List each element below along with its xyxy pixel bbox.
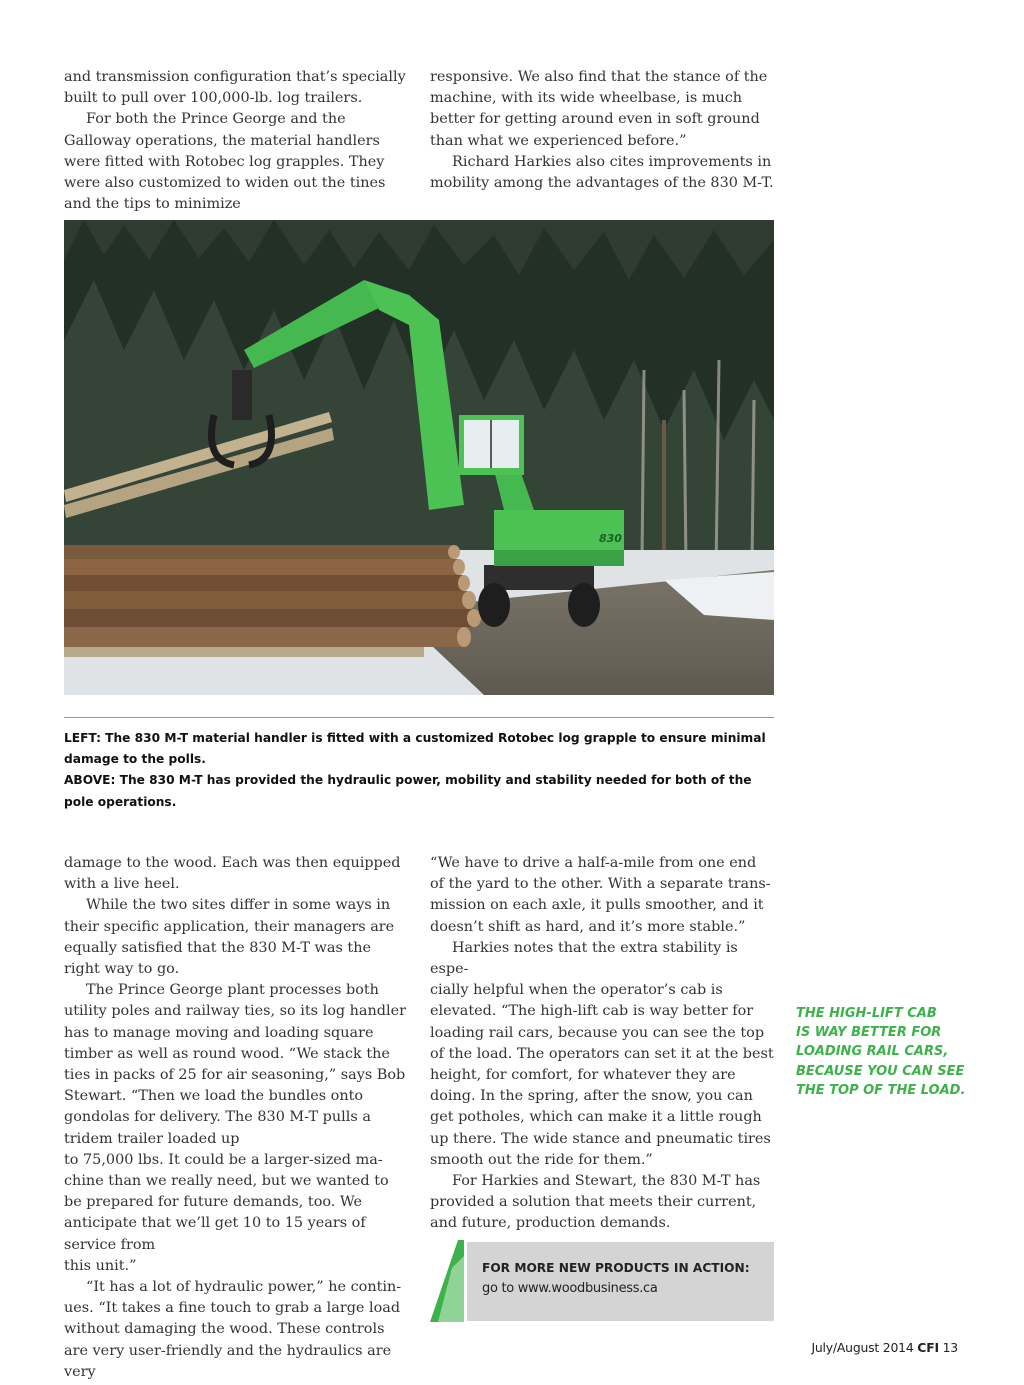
paragraph: “It has a lot of hydraulic power,” he contin- ues. “It takes a fine touch to grab a large load without damaging the wood. These controls are very user-friendly and the hydraulics are very: [64, 1279, 402, 1380]
promo-title: FOR MORE NEW PRODUCTS IN ACTION:: [482, 1261, 750, 1275]
material-handler-photo: [64, 220, 774, 695]
promo-link[interactable]: go to www.woodbusiness.ca: [482, 1281, 658, 1296]
article-column-top-left: [64, 67, 410, 215]
promo-box: [467, 1242, 774, 1321]
page-footer: [811, 1340, 958, 1355]
paragraph: Harkies notes that the extra stability is espe- cially helpful when the operator’s cab is elevated. “The high-lift cab is way better for loading rail cars, because you can see the top of the load. The operators can set it at the best height, for comfort, for whatever they are doing. In the spring, after the snow, you can get potholes, which can make it a little rough up there. The wide stance and pneumatic tires smooth out the ride for them.”: [430, 939, 774, 1168]
photo-caption: [64, 728, 774, 813]
pull-quote: THE HIGH-LIFT CAB IS WAY BETTER FOR LOADING RAIL CARS, BECAUSE YOU CAN SEE THE TOP OF THE LOAD.: [796, 1006, 966, 1098]
paragraph: “We have to drive a half-a-mile from one end of the yard to the other. With a separate trans- mission on each axle, it pulls smoother, and it doesn’t shift as hard, and it’s more stable.”: [430, 855, 771, 935]
paragraph: The Prince George plant processes both utility poles and railway ties, so its log handler has to manage moving and loading square timber as well as round wood. “We stack the ties in packs of 25 for air seasoning,” says Bob Stewart. “Then we load the bundles onto gondolas for delivery. The 830 M-T pulls a tridem trailer loaded up to 75,000 lbs. It could be a larger-sized ma- chine than we really need, but we wanted to be prepared for future demands, too. We anticipate that we’ll get 10 to 15 years of service from this unit.”: [64, 982, 406, 1274]
paragraph: and transmission configuration that’s specially built to pull over 100,000-lb. log trailers.: [64, 69, 406, 107]
paragraph: While the two sites differ in some ways in their specific application, their managers are equally satisfied that the 830 M-T was the right way to go.: [64, 897, 395, 978]
log-pile: [64, 545, 481, 657]
article-column-bottom-right: [430, 853, 776, 1235]
issue-date: July/August 2014: [811, 1340, 914, 1355]
arrow-icon: [430, 1240, 464, 1322]
article-column-top-right: [430, 67, 776, 194]
paragraph: responsive. We also find that the stance of the machine, with its wide wheelbase, is much better for getting around even in soft ground than what we experienced before.”: [430, 69, 768, 149]
paragraph: For both the Prince George and the Galloway operations, the material handlers were fitted with Rotobec log grapples. They were also customized to widen out the tines and the tips to minimize: [64, 111, 386, 213]
paragraph: damage to the wood. Each was then equipped with a live heel.: [64, 855, 401, 893]
article-column-bottom-left: [64, 853, 410, 1383]
paragraph: For Harkies and Stewart, the 830 M-T has provided a solution that meets their current, and future, production demands.: [430, 1173, 761, 1232]
magazine-name: CFI: [917, 1340, 939, 1355]
caption-left: LEFT: The 830 M-T material handler is fitted with a customized Rotobec log grapple to ensure minimal damage to the polls.: [64, 731, 766, 767]
caption-divider: [64, 717, 774, 718]
caption-above: ABOVE: The 830 M-T has provided the hydraulic power, mobility and stability needed for both of the pole operations.: [64, 773, 752, 809]
page-number: 13: [942, 1340, 958, 1355]
machine-label: 830: [599, 532, 622, 545]
paragraph: Richard Harkies also cites improvements in mobility among the advantages of the 830 M-T.: [430, 153, 774, 192]
